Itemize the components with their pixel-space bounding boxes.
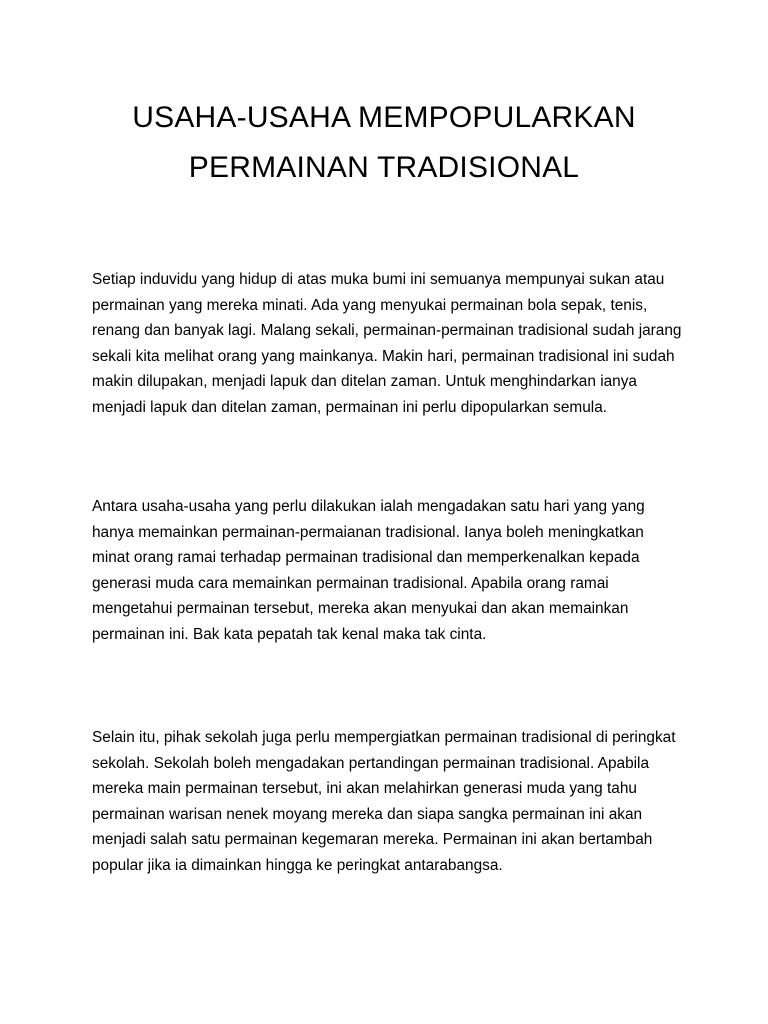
paragraph-school-efforts: Selain itu, pihak sekolah juga perlu mempergiatkan permainan tradisional di peringkat sekolah. Sekolah boleh mengadakan pertandingan permainan tradisional. Apabila mereka main permainan tersebut, ini akan melahirkan generasi muda yang tahu permainan warisan nenek moyang mereka dan siapa sangka permainan ini akan menjadi salah satu permainan kegemaran mereka. Permainan ini akan bertambah popular jika ia dimainkan hingga ke peringkat antarabangsa. (92, 729, 676, 874)
title-line-1: USAHA-USAHA MEMPOPULARKAN (132, 101, 636, 134)
document-title (60, 93, 708, 193)
paragraph-traditional-games-day: Antara usaha-usaha yang perlu dilakukan ialah mengadakan satu hari yang yang hanya memainkan permainan-permaianan tradisional. Ianya boleh meningkatkan minat orang ramai terhadap permainan tradisional dan memperkenalkan kepada generasi muda cara memainkan permainan tradisional. Apabila orang ramai mengetahui permainan tersebut, mereka akan menyukai dan akan memainkan permainan ini. Bak kata pepatah tak kenal maka tak cinta. (92, 498, 645, 643)
title-line-2: PERMAINAN TRADISIONAL (188, 151, 580, 184)
paragraph-intro: Setiap induvidu yang hidup di atas muka bumi ini semuanya mempunyai sukan atau permainan yang mereka minati. Ada yang menyukai permainan bola sepak, tenis, renang dan banyak lagi. Malang sekali, permainan-permainan tradisional sudah jarang sekali kita melihat orang yang mainkanya. Makin hari, permainan tradisional ini sudah makin dilupakan, menjadi lapuk dan ditelan zaman. Untuk menghindarkan ianya menjadi lapuk dan ditelan zaman, permainan ini perlu dipopularkan semula. (92, 271, 682, 416)
